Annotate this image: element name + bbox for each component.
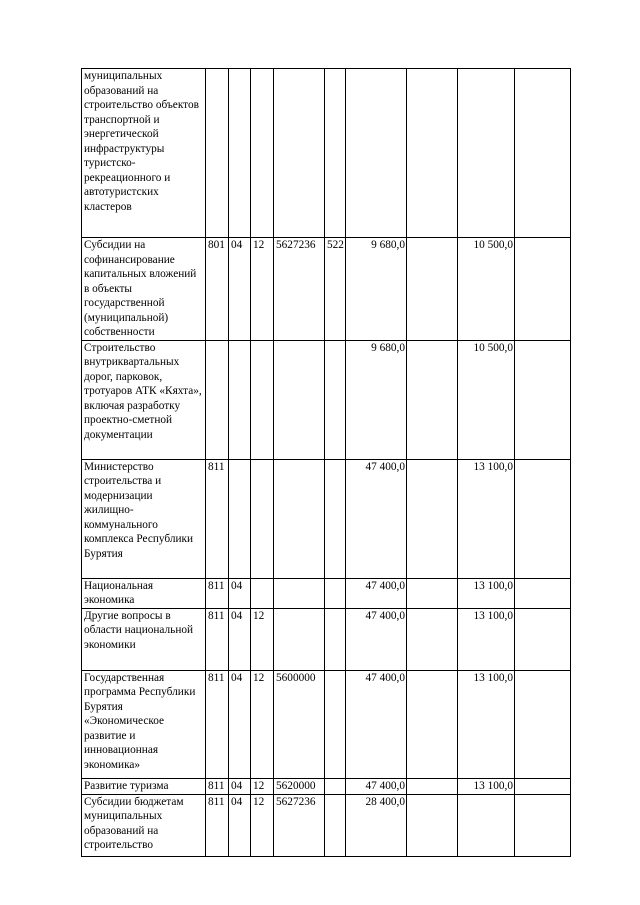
cell-amount-2016-change <box>515 69 571 238</box>
cell-expense-type-code <box>325 778 346 794</box>
cell-subsection-code <box>251 459 274 578</box>
cell-item-name: Национальная экономика <box>82 578 206 608</box>
cell-amount-2016: 10 500,0 <box>458 238 515 341</box>
cell-amount-2015-change <box>407 608 458 670</box>
cell-amount-2016-change <box>515 238 571 341</box>
table-row <box>82 459 571 578</box>
cell-amount-2015-change <box>407 794 458 856</box>
cell-amount-2015-change <box>407 69 458 238</box>
cell-subsection-code: 12 <box>251 608 274 670</box>
cell-amount-2016-change <box>515 578 571 608</box>
cell-target-code <box>274 459 325 578</box>
cell-expense-type-code <box>325 459 346 578</box>
table-row <box>82 778 571 794</box>
cell-ministry-code <box>206 340 229 459</box>
cell-section-code: 04 <box>229 608 251 670</box>
table-row <box>82 238 571 341</box>
cell-amount-2015: 47 400,0 <box>346 778 407 794</box>
cell-amount-2016-change <box>515 608 571 670</box>
cell-section-code: 04 <box>229 578 251 608</box>
cell-ministry-code: 811 <box>206 459 229 578</box>
cell-subsection-code: 12 <box>251 794 274 856</box>
cell-amount-2016: 13 100,0 <box>458 459 515 578</box>
cell-amount-2015: 47 400,0 <box>346 608 407 670</box>
cell-target-code <box>274 578 325 608</box>
cell-amount-2015: 47 400,0 <box>346 670 407 778</box>
cell-expense-type-code <box>325 670 346 778</box>
cell-subsection-code: 12 <box>251 778 274 794</box>
cell-section-code: 04 <box>229 670 251 778</box>
cell-section-code <box>229 69 251 238</box>
cell-item-name: Государственная программа Республики Бурятия «Экономическое развитие и инновационная экономика» <box>82 670 206 778</box>
cell-amount-2016 <box>458 794 515 856</box>
cell-amount-2016: 13 100,0 <box>458 670 515 778</box>
cell-target-code: 5600000 <box>274 670 325 778</box>
table-row <box>82 794 571 856</box>
cell-item-name: Строительство внутриквартальных дорог, парковок, тротуаров АТК «Кяхта», включая разработку проектно-сметной документации <box>82 340 206 459</box>
table-row <box>82 578 571 608</box>
cell-target-code <box>274 608 325 670</box>
cell-subsection-code <box>251 340 274 459</box>
table-row <box>82 670 571 778</box>
cell-item-name: Субсидии бюджетам муниципальных образований на строительство <box>82 794 206 856</box>
cell-item-name: Субсидии на софинансирование капитальных вложений в объекты государственной (муниципальной) собственности <box>82 238 206 341</box>
cell-amount-2016-change <box>515 459 571 578</box>
cell-amount-2016: 13 100,0 <box>458 608 515 670</box>
cell-expense-type-code: 522 <box>325 238 346 341</box>
cell-amount-2016: 10 500,0 <box>458 340 515 459</box>
cell-expense-type-code <box>325 608 346 670</box>
table-row <box>82 340 571 459</box>
cell-amount-2016: 13 100,0 <box>458 578 515 608</box>
cell-ministry-code: 811 <box>206 794 229 856</box>
cell-amount-2015-change <box>407 578 458 608</box>
cell-amount-2015: 47 400,0 <box>346 578 407 608</box>
cell-amount-2016-change <box>515 778 571 794</box>
cell-expense-type-code <box>325 578 346 608</box>
cell-item-name: Другие вопросы в области национальной экономики <box>82 608 206 670</box>
cell-expense-type-code <box>325 794 346 856</box>
cell-amount-2015-change <box>407 778 458 794</box>
cell-expense-type-code <box>325 69 346 238</box>
cell-amount-2015-change <box>407 238 458 341</box>
cell-ministry-code <box>206 69 229 238</box>
cell-target-code: 5627236 <box>274 238 325 341</box>
cell-subsection-code <box>251 69 274 238</box>
cell-item-name: Развитие туризма <box>82 778 206 794</box>
cell-amount-2016 <box>458 69 515 238</box>
cell-section-code: 04 <box>229 794 251 856</box>
cell-target-code: 5627236 <box>274 794 325 856</box>
cell-amount-2015: 9 680,0 <box>346 340 407 459</box>
table-row <box>82 608 571 670</box>
cell-item-name: муниципальных образований на строительство объектов транспортной и энергетической инфраструктуры туристско-рекреационного и автотуристских кластеров <box>82 69 206 238</box>
cell-ministry-code: 811 <box>206 670 229 778</box>
cell-target-code <box>274 340 325 459</box>
cell-section-code <box>229 340 251 459</box>
cell-ministry-code: 811 <box>206 778 229 794</box>
cell-amount-2016-change <box>515 794 571 856</box>
cell-amount-2016-change <box>515 340 571 459</box>
cell-section-code <box>229 459 251 578</box>
cell-amount-2016-change <box>515 670 571 778</box>
cell-section-code: 04 <box>229 778 251 794</box>
table-body <box>82 69 571 857</box>
cell-amount-2015: 9 680,0 <box>346 238 407 341</box>
cell-ministry-code: 811 <box>206 578 229 608</box>
table-row <box>82 69 571 238</box>
cell-amount-2015-change <box>407 670 458 778</box>
cell-subsection-code: 12 <box>251 238 274 341</box>
cell-item-name: Министерство строительства и модернизации жилищно-коммунального комплекса Республики Бурятия <box>82 459 206 578</box>
cell-ministry-code: 801 <box>206 238 229 341</box>
cell-amount-2015: 47 400,0 <box>346 459 407 578</box>
cell-subsection-code: 12 <box>251 670 274 778</box>
cell-amount-2015-change <box>407 459 458 578</box>
cell-target-code: 5620000 <box>274 778 325 794</box>
cell-amount-2015 <box>346 69 407 238</box>
cell-expense-type-code <box>325 340 346 459</box>
cell-amount-2016: 13 100,0 <box>458 778 515 794</box>
cell-target-code <box>274 69 325 238</box>
cell-amount-2015: 28 400,0 <box>346 794 407 856</box>
cell-subsection-code <box>251 578 274 608</box>
cell-section-code: 04 <box>229 238 251 341</box>
cell-ministry-code: 811 <box>206 608 229 670</box>
cell-amount-2015-change <box>407 340 458 459</box>
budget-table <box>81 68 571 857</box>
